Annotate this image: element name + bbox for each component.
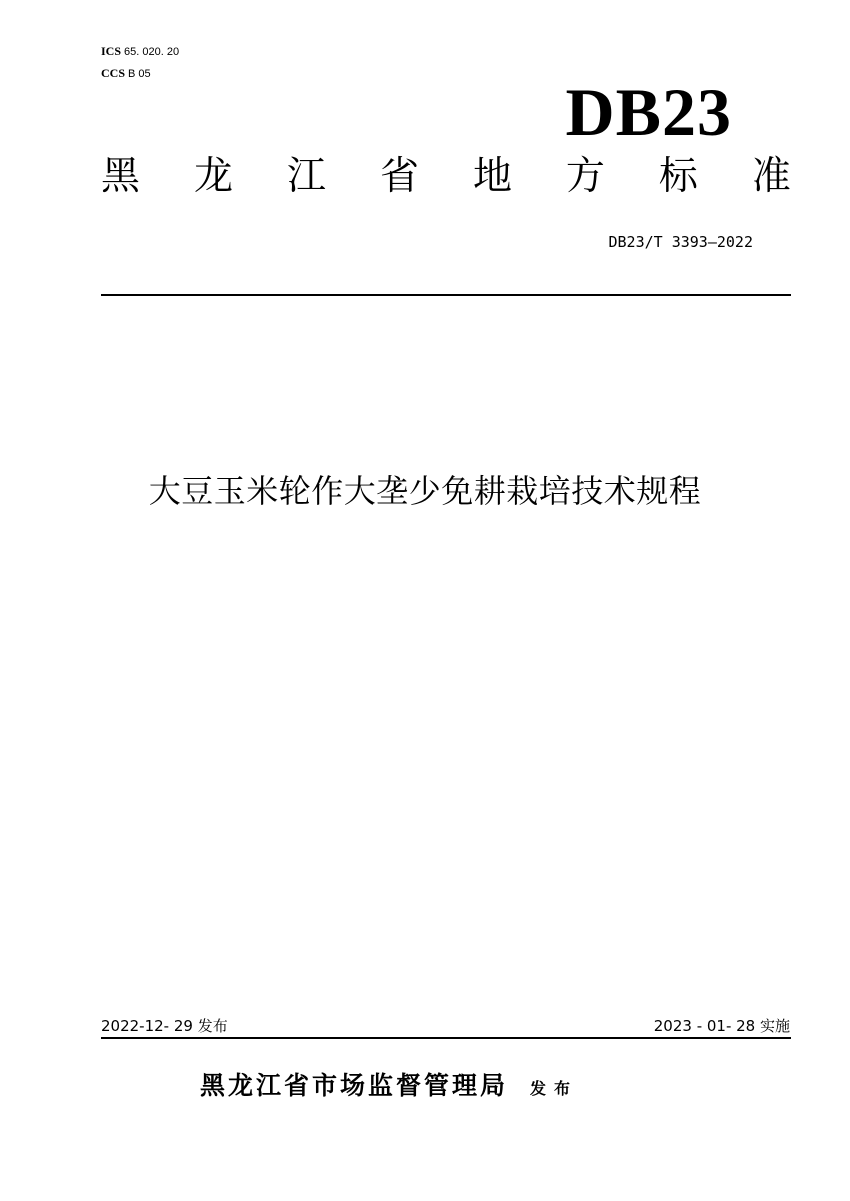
standard-number: DB23/T 3393—2022 bbox=[608, 233, 753, 251]
ccs-label: CCS bbox=[101, 66, 126, 80]
issuer-line bbox=[200, 1068, 578, 1107]
standard-type-char: 标 bbox=[658, 154, 698, 199]
standard-type-char: 准 bbox=[751, 154, 791, 199]
implement-date: 2023 - 01- 28 实施 bbox=[653, 1017, 790, 1035]
standard-type-char: 龙 bbox=[193, 154, 233, 199]
ccs-code bbox=[101, 66, 151, 81]
issuer-suffix: 发布 bbox=[530, 1079, 579, 1098]
standard-type-char: 黑 bbox=[101, 154, 141, 199]
standard-type-heading bbox=[101, 152, 791, 202]
standard-type-char: 江 bbox=[286, 154, 326, 199]
ics-label: ICS bbox=[101, 44, 122, 58]
publish-date: 2022-12- 29 发布 bbox=[101, 1017, 228, 1035]
standard-type-char: 地 bbox=[472, 154, 512, 199]
standard-type-char: 省 bbox=[379, 154, 419, 199]
issuer-name: 黑龙江省市场监督管理局 bbox=[200, 1071, 509, 1100]
top-divider bbox=[101, 294, 791, 296]
ccs-value: B 05 bbox=[128, 68, 151, 80]
document-title: 大豆玉米轮作大垄少免耕栽培技术规程 bbox=[148, 472, 702, 510]
ics-value: 65. 020. 20 bbox=[124, 46, 180, 58]
ics-code bbox=[101, 44, 179, 59]
bottom-divider bbox=[101, 1037, 791, 1039]
db-logo: DB23 bbox=[565, 74, 732, 150]
standard-type-char: 方 bbox=[565, 154, 605, 199]
